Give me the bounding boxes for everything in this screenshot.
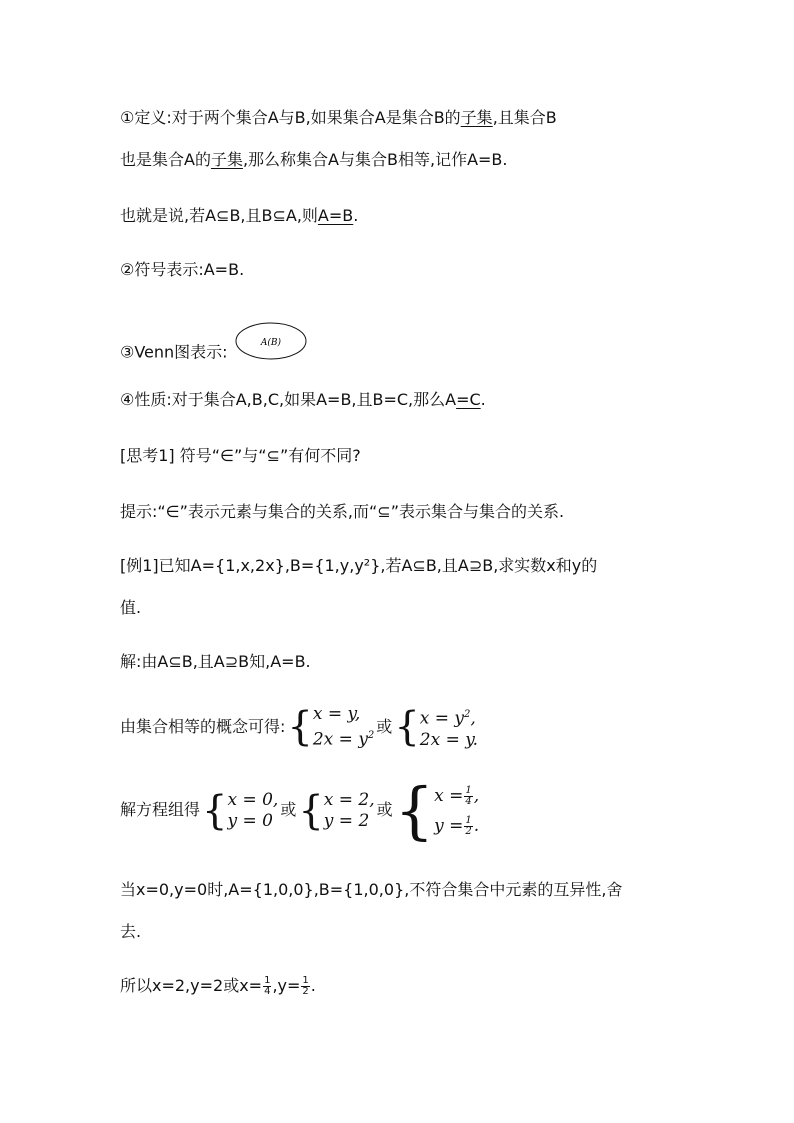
venn-diagram	[235, 322, 307, 360]
circle-number-2: ②	[120, 260, 135, 279]
definition-line-1: ①定义:对于两个集合A与B,如果集合A是集合B的子集,且集合B	[120, 108, 557, 127]
equation-system-2: { $x = y^2$, 2x = y.	[394, 704, 478, 751]
fraction-one-quarter: $\frac{1}{4}$	[264, 975, 271, 997]
example-line-1: [例1]已知A={1,x,2x},B={1,y,y²},若A⊆B,且A⊇B,求实数x和y的	[120, 556, 598, 575]
hint-answer: 提示:“∈”表示元素与集合的关系,而“⊆”表示集合与集合的关系.	[120, 502, 565, 521]
solution-line-1: 解:由A⊆B,且A⊇B知,A=B.	[120, 652, 311, 671]
underlined-equals-c: =C	[456, 390, 481, 409]
solutions-line: 解方程组得 { x = 0, y = 0 或 { x = 2, y = 2 或 { x = $\frac{1}{4}$ , y = $\frac{1}{2}$ .	[120, 773, 480, 847]
solution-system-1: { x = 0, y = 0	[202, 787, 279, 834]
fraction-one-half: $\frac{1}{2}$	[302, 975, 309, 997]
circle-number-1: ①	[120, 108, 135, 127]
circle-number-3: ③	[120, 342, 135, 362]
underlined-a-equals-b: A=B	[317, 206, 354, 225]
solution-system-3: { x = $\frac{1}{4}$ , y = $\frac{1}{2}$ .	[394, 773, 480, 847]
case-line-2: 去.	[120, 922, 142, 941]
venn-line: ③Venn图表示: A(B)	[120, 334, 307, 372]
underlined-subset-2: 子集	[210, 150, 243, 169]
equation-system-1: { x = y, $2x = y^2$	[287, 704, 375, 751]
circle-number-4: ④	[120, 390, 135, 409]
example-line-2: 值.	[120, 598, 142, 617]
solution-system-2: { x = 2, y = 2	[298, 787, 375, 834]
equation-systems-line: 由集合相等的概念可得: { x = y, $2x = y^2$ 或 { $x = y^2$, 2x = y.	[120, 704, 478, 751]
think-question: [思考1] 符号“∈”与“⊆”有何不同?	[120, 446, 361, 465]
that-is-line: 也就是说,若A⊆B,且B⊆A,则A=B.	[120, 206, 359, 225]
case-line-1: 当x=0,y=0时,A={1,0,0},B={1,0,0},不符合集合中元素的互异性,舍	[120, 880, 623, 899]
property-line: ④性质:对于集合A,B,C,如果A=B,且B=C,那么A=C.	[120, 390, 486, 409]
definition-line-2: 也是集合A的子集,那么称集合A与集合B相等,记作A=B.	[120, 150, 508, 169]
venn-label: A(B)	[260, 338, 281, 348]
symbol-line: ②符号表示:A=B.	[120, 260, 245, 279]
final-answer-line: 所以x=2,y=2或x= $\frac{1}{4}$ ,y= $\frac{1}{2}$ .	[120, 975, 316, 997]
underlined-subset-1: 子集	[460, 108, 493, 127]
